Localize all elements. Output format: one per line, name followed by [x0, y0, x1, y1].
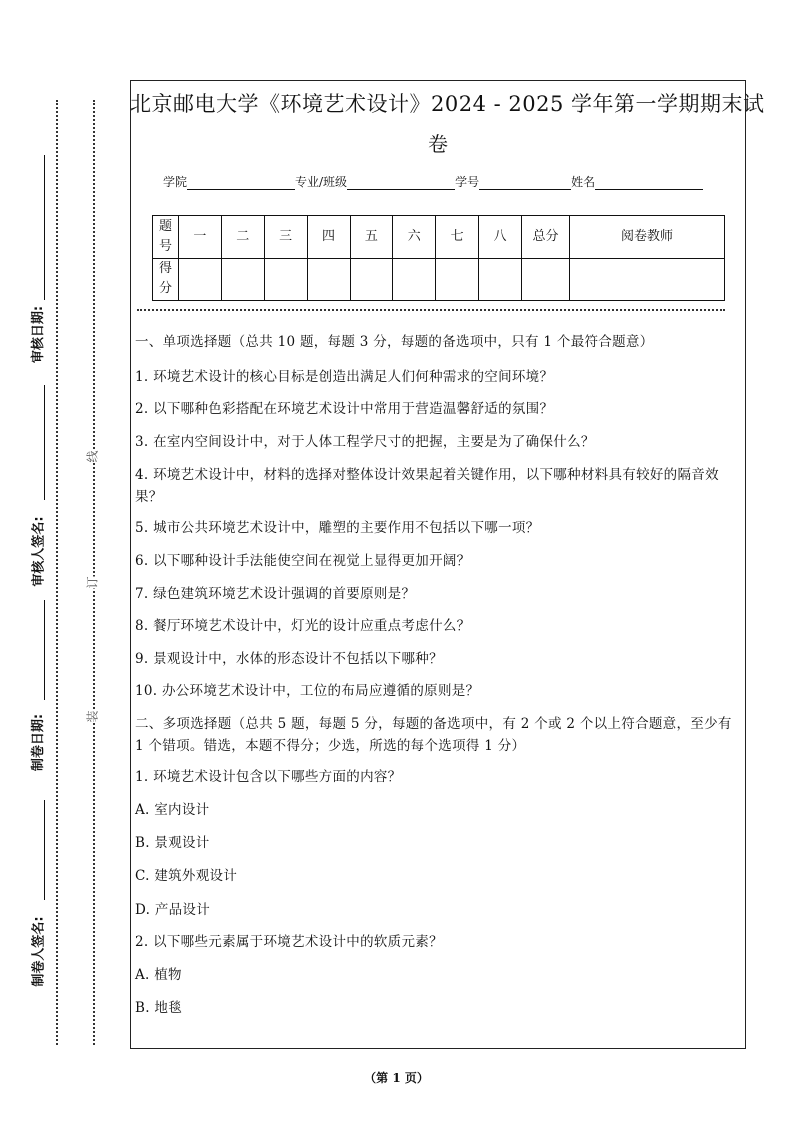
- student-info-row: [163, 173, 703, 190]
- question: 2. 以下哪种色彩搭配在环境艺术设计中常用于营造温馨舒适的氛围？: [135, 401, 554, 417]
- question: 3. 在室内空间设计中，对于人体工程学尺寸的把握，主要是为了确保什么？: [135, 434, 595, 450]
- question: 6. 以下哪种设计手法能使空间在视觉上显得更加开阔？: [135, 553, 471, 569]
- college-field[interactable]: [187, 177, 295, 190]
- page-number: （第 1 页）: [364, 1071, 429, 1085]
- score-cell[interactable]: [179, 258, 222, 301]
- score-cell[interactable]: [393, 258, 436, 301]
- review-date-underline: [44, 155, 45, 300]
- question: 2. 以下哪些元素属于环境艺术设计中的软质元素？: [135, 934, 443, 950]
- binding-mark-staple: 订: [82, 576, 103, 588]
- col-header: 四: [307, 216, 350, 259]
- preparer-signature-label: 制卷人签名:: [31, 916, 47, 987]
- grader-header: 阅卷教师: [570, 216, 725, 259]
- score-header: 得分: [153, 258, 179, 301]
- col-header: 八: [479, 216, 522, 259]
- binding-mark-bind: 装: [82, 710, 103, 722]
- col-header: 七: [436, 216, 479, 259]
- col-header: 二: [221, 216, 264, 259]
- col-header: 五: [350, 216, 393, 259]
- question-no-header: 题号: [153, 216, 179, 259]
- score-table: [152, 215, 725, 301]
- question: 4. 环境艺术设计中，材料的选择对整体设计效果起着关键作用，以下哪种材料具有较好的隔音效果？: [135, 467, 719, 505]
- score-cell[interactable]: [307, 258, 350, 301]
- question: 7. 绿色建筑环境艺术设计强调的首要原则是？: [135, 586, 416, 602]
- question: 9. 景观设计中，水体的形态设计不包括以下哪种？: [135, 651, 443, 667]
- question: 1. 环境艺术设计的核心目标是创造出满足人们何种需求的空间环境？: [135, 369, 554, 385]
- score-table-header-row: [153, 216, 725, 259]
- prep-date-label: 制卷日期:: [31, 713, 47, 772]
- option: C. 建筑外观设计: [135, 868, 238, 884]
- col-header: 三: [264, 216, 307, 259]
- exam-title: 北京邮电大学《环境艺术设计》2024 - 2025 学年第一学期期末试: [130, 92, 765, 116]
- section2-heading: 二、多项选择题（总共 5 题，每题 5 分，每题的备选项中，有 2 个或 2 个以上符合题意，至少有 1 个错项。错选，本题不得分；少选，所选的每个选项得 1 分）: [135, 716, 732, 754]
- question: 1. 环境艺术设计包含以下哪些方面的内容？: [135, 769, 402, 785]
- question: 8. 餐厅环境艺术设计中，灯光的设计应重点考虑什么？: [135, 618, 471, 634]
- option: A. 植物: [135, 967, 182, 983]
- score-cell[interactable]: [350, 258, 393, 301]
- option: D. 产品设计: [135, 902, 211, 918]
- score-cell[interactable]: [570, 258, 725, 301]
- major-class-field[interactable]: [347, 177, 455, 190]
- binding-dotted-line-outer: [56, 100, 58, 1045]
- col-header: 一: [179, 216, 222, 259]
- college-label: 学院: [163, 175, 188, 189]
- name-label: 姓名: [571, 175, 596, 189]
- major-class-label: 专业/班级: [295, 175, 348, 189]
- student-id-label: 学号: [455, 175, 480, 189]
- exam-title-continued: 卷: [428, 132, 448, 156]
- option: A. 室内设计: [135, 802, 210, 818]
- separator-dotted-line: [137, 309, 725, 311]
- binding-dotted-line-inner: [93, 100, 95, 1045]
- reviewer-signature-underline: [44, 385, 45, 500]
- preparer-signature-underline: [44, 800, 45, 900]
- total-header: 总分: [522, 216, 570, 259]
- score-table-score-row: [153, 258, 725, 301]
- score-cell[interactable]: [479, 258, 522, 301]
- name-field[interactable]: [595, 177, 703, 190]
- question: 10. 办公环境艺术设计中，工位的布局应遵循的原则是？: [135, 683, 480, 699]
- section1-heading: 一、单项选择题（总共 10 题，每题 3 分，每题的备选项中，只有 1 个最符合题意）: [135, 334, 654, 350]
- score-cell[interactable]: [221, 258, 264, 301]
- student-id-field[interactable]: [479, 177, 571, 190]
- option: B. 地毯: [135, 1000, 183, 1016]
- prep-date-underline: [44, 600, 45, 700]
- score-cell[interactable]: [522, 258, 570, 301]
- score-cell[interactable]: [436, 258, 479, 301]
- review-date-label: 审核日期:: [31, 305, 47, 364]
- question: 5. 城市公共环境艺术设计中，雕塑的主要作用不包括以下哪一项？: [135, 520, 540, 536]
- col-header: 六: [393, 216, 436, 259]
- option: B. 景观设计: [135, 835, 210, 851]
- reviewer-signature-label: 审核人签名:: [31, 516, 47, 587]
- binding-mark-line: 线: [82, 450, 103, 462]
- score-cell[interactable]: [264, 258, 307, 301]
